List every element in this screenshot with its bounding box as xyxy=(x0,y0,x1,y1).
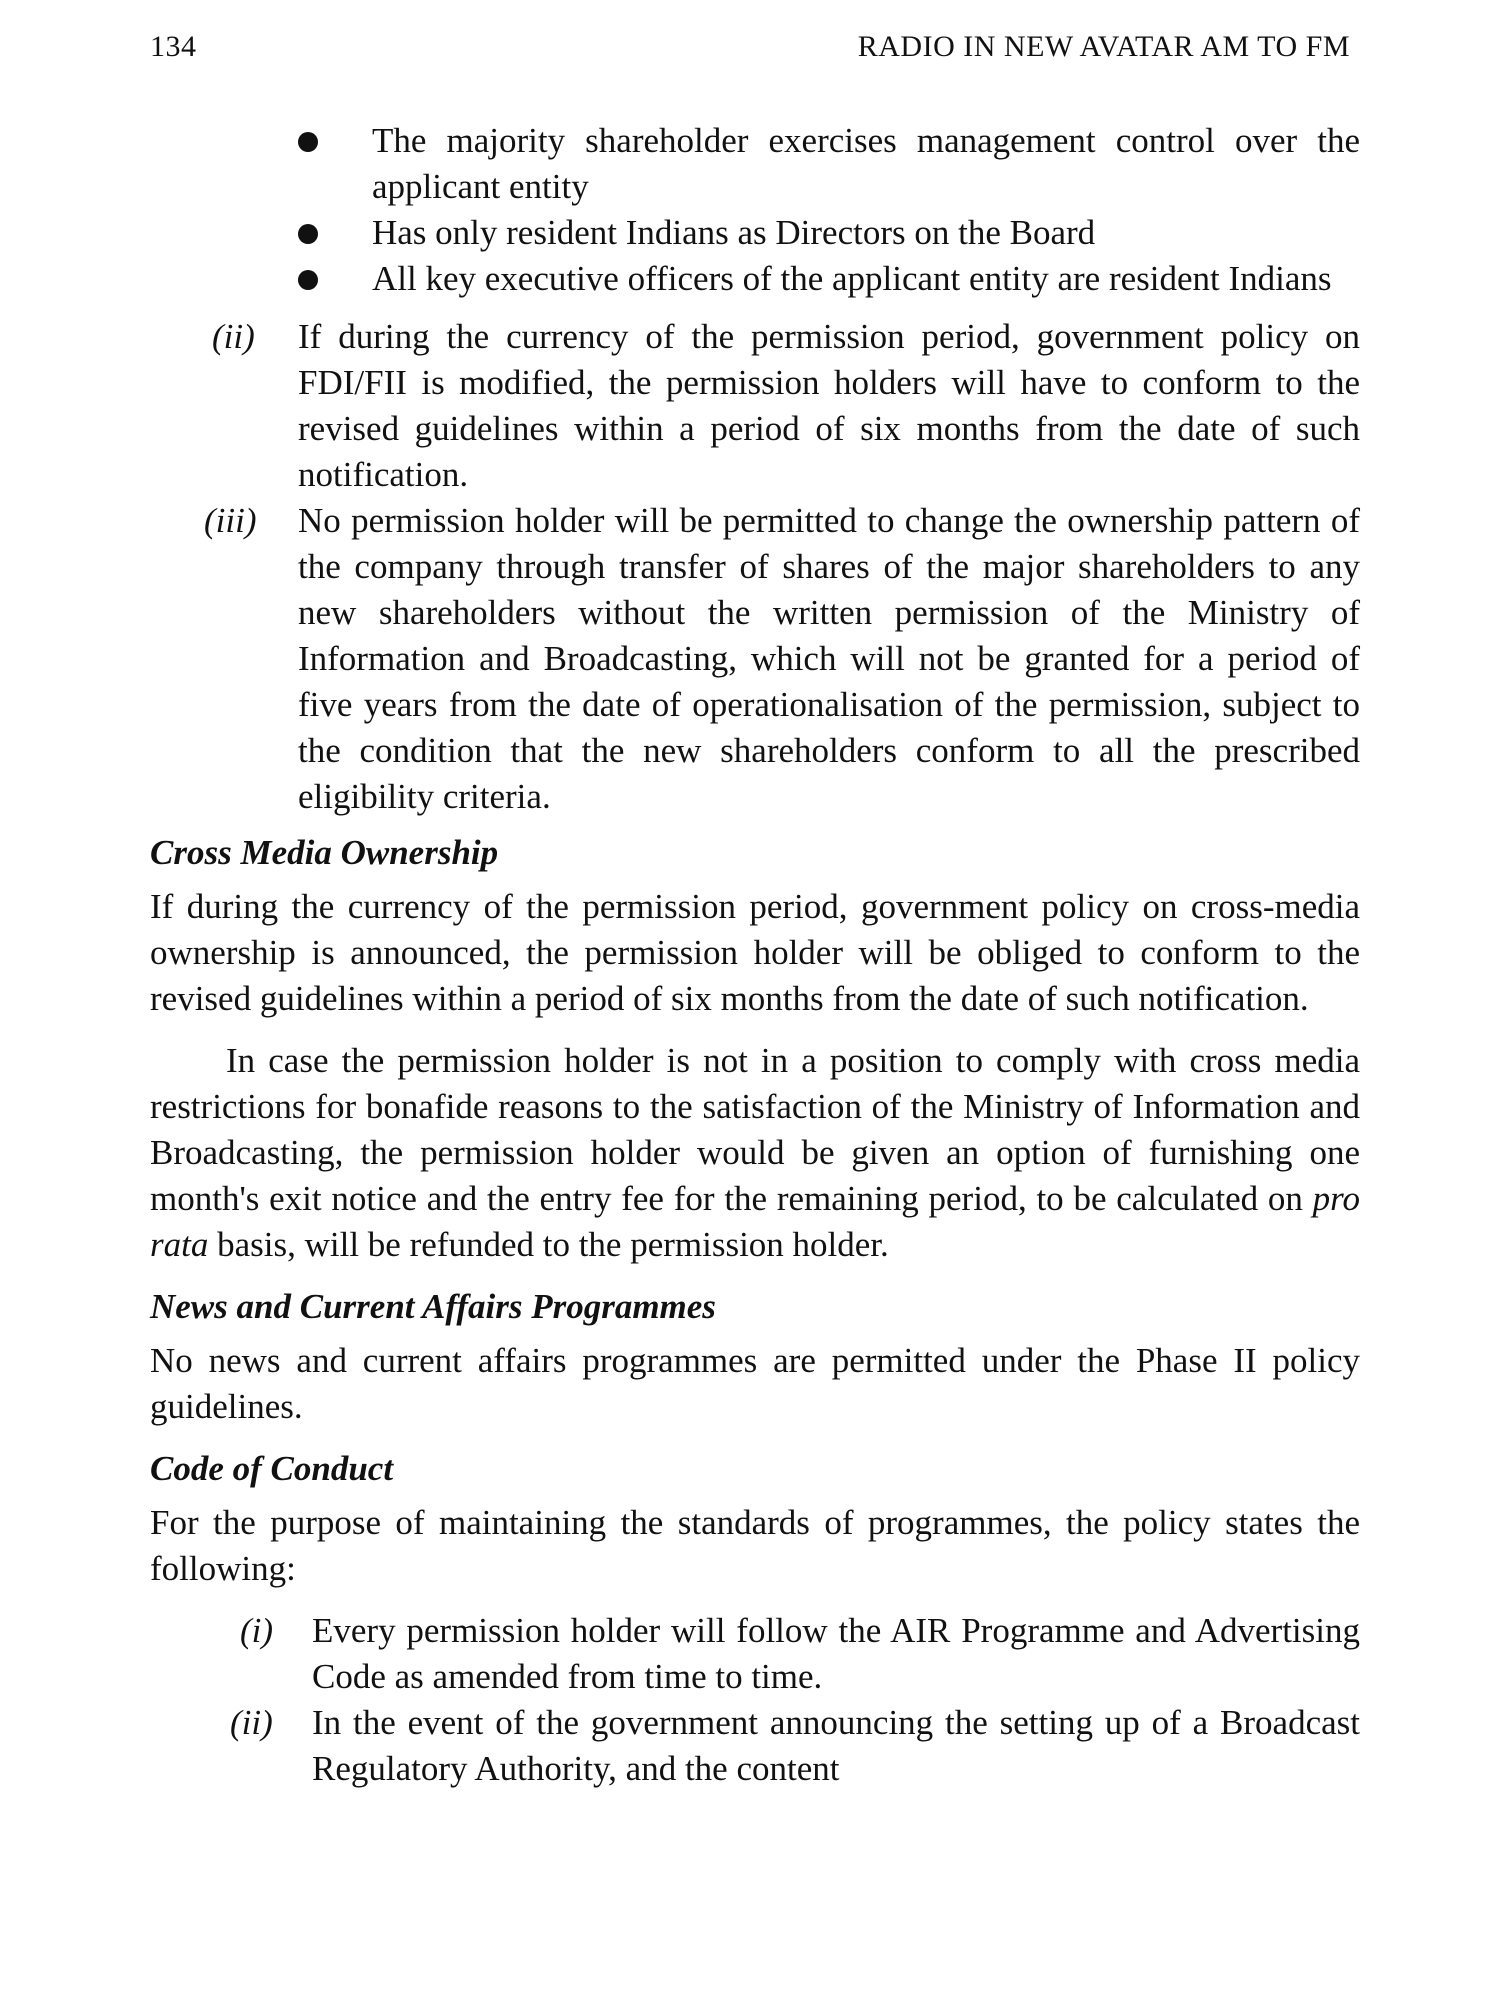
paragraph: For the purpose of maintaining the standards of programmes, the policy states the following: xyxy=(150,1503,1360,1588)
list-item xyxy=(150,498,1360,820)
list-marker: (ii) xyxy=(230,1703,273,1742)
list-item-text: If during the currency of the permission period, government policy on FDI/FII is modified, the permission holders will have to conform to the revised guidelines within a period of six months from the date of such notification. xyxy=(298,317,1360,494)
bullet-dot-icon xyxy=(298,224,318,244)
list-item xyxy=(150,314,1360,498)
list-marker: (ii) xyxy=(212,317,255,356)
bullet-item xyxy=(150,210,1360,256)
page-number: 134 xyxy=(150,30,197,63)
list-item-text: No permission holder will be permitted to change the ownership pattern of the company through transfer of shares of the major shareholders to any new shareholders without the written permission of the Ministry of Information and Broadcasting, which will not be granted for a period of five years from the date of operationalisation of the permission, subject to the condition that the new shareholders conform to all the prescribed eligibility criteria. xyxy=(298,501,1360,816)
section-heading-news: News and Current Affairs Programmes xyxy=(150,1287,716,1326)
section-heading-code-of-conduct: Code of Conduct xyxy=(150,1449,394,1488)
paragraph: If during the currency of the permission period, government policy on cross-media ownership is announced, the permission holder will be obliged to conform to the revised guidelines within a period of six months from the date of such notification. xyxy=(150,887,1360,1018)
numbered-list xyxy=(150,314,1360,820)
list-item-text: Every permission holder will follow the AIR Programme and Advertising Code as amended from time to time. xyxy=(312,1611,1360,1696)
numbered-list xyxy=(150,1608,1360,1792)
list-item-text: In the event of the government announcing the setting up of a Broadcast Regulatory Authority, and the content xyxy=(312,1703,1360,1788)
list-marker: (i) xyxy=(240,1611,274,1650)
bullet-list xyxy=(150,118,1360,302)
bullet-dot-icon xyxy=(298,132,318,152)
bullet-item xyxy=(150,256,1360,302)
list-item xyxy=(150,1608,1360,1700)
bullet-item xyxy=(150,118,1360,210)
paragraph: No news and current affairs programmes are permitted under the Phase II policy guidelines. xyxy=(150,1341,1360,1426)
paragraph-text: basis, will be refunded to the permission holder. xyxy=(208,1225,889,1264)
bullet-text: All key executive officers of the applicant entity are resident Indians xyxy=(372,259,1332,298)
page-header xyxy=(150,30,1350,70)
bullet-dot-icon xyxy=(298,270,318,290)
running-head: RADIO IN NEW AVATAR AM TO FM xyxy=(857,30,1350,63)
italic-term: pro rata xyxy=(150,1179,1360,1264)
bullet-text: The majority shareholder exercises management control over the applicant entity xyxy=(372,121,1360,206)
page-body xyxy=(150,118,1360,1802)
paragraph xyxy=(150,1038,1360,1268)
section-heading-cross-media: Cross Media Ownership xyxy=(150,833,499,872)
paragraph-text: In case the permission holder is not in a position to comply with cross media restrictions for bonafide reasons to the satisfaction of the Ministry of Information and Broadcasting, the permission holder would be given an option of furnishing one month's exit notice and the entry fee for the remaining period, to be calculated on xyxy=(150,1041,1360,1218)
bullet-text: Has only resident Indians as Directors on the Board xyxy=(372,213,1096,252)
list-marker: (iii) xyxy=(204,501,257,540)
list-item xyxy=(150,1700,1360,1792)
